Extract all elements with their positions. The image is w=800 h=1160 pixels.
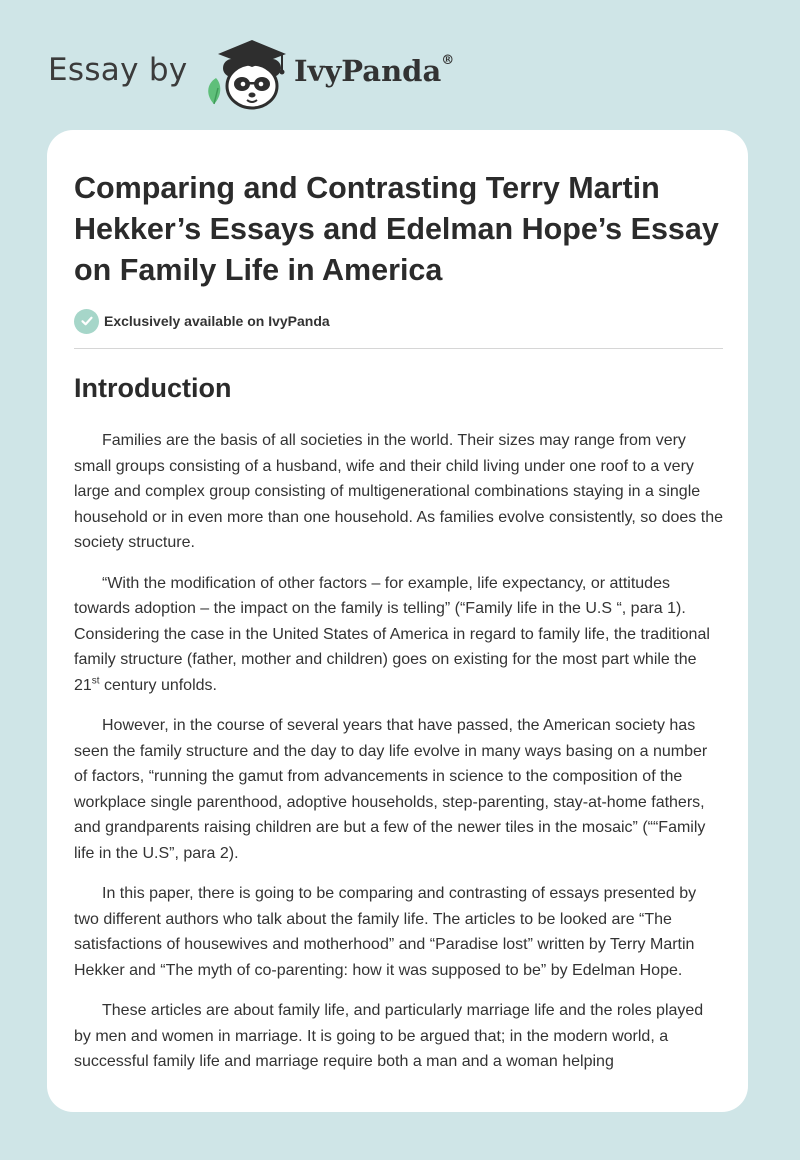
- section-heading-introduction: Introduction: [74, 373, 232, 403]
- divider: [74, 348, 723, 349]
- essay-card: [47, 130, 748, 1112]
- brand-name: IvyPanda®: [294, 53, 455, 88]
- check-icon: [74, 309, 99, 334]
- exclusive-label: Exclusively available on IvyPanda: [104, 313, 330, 329]
- site-header-brand[interactable]: [48, 34, 468, 114]
- exclusive-badge: [74, 308, 748, 334]
- paragraph-1: Families are the basis of all societies in the world. Their sizes may range from very small groups consisting of a husband, wife and their child living under one roof to a very large and complex group consisting of multigenerational combinations staying in a single household or in even more than one household. As families evolve consistently, so does the society structure.: [74, 432, 723, 551]
- essay-title: Comparing and Contrasting Terry Martin Hekker’s Essays and Edelman Hope’s Essay on Family Life in America: [74, 171, 719, 287]
- ordinal-superscript: st: [91, 675, 100, 687]
- essay-body: [74, 428, 723, 1075]
- essay-by-label: Essay by: [48, 52, 188, 88]
- panda-logo-icon: [202, 34, 298, 114]
- paragraph-2: “With the modification of other factors – for example, life expectancy, or attitudes towards adoption – the impact on the family is telling” (“Family life in the U.S “, para 1). Considering the case in the United States of America in regard to family life, the traditional family structure (father, mother and children) goes on existing for the most part while the 21st century unfolds.: [74, 574, 710, 694]
- paragraph-5: These articles are about family life, and particularly marriage life and the roles played by men and women in marriage. It is going to be argued that; in the modern world, a successful family life and marriage require both a man and a woman helping: [74, 1002, 704, 1070]
- paragraph-4: In this paper, there is going to be comparing and contrasting of essays presented by two different authors who talk about the family life. The articles to be looked are “The satisfactions of housewives and motherhood” and “Paradise lost” written by Terry Martin Hekker and “The myth of co-parenting: how it was supposed to be” by Edelman Hope.: [74, 885, 697, 979]
- paragraph-3: However, in the course of several years that have passed, the American society has seen the family structure and the day to day life evolve in many ways basing on a number of factors, “running the gamut from advancements in science to the composition of the workplace single parenthood, adoptive households, step-parenting, stay-at-home fathers, and grandparents raising children are but a few of the newer tiles in the mosaic” (““Family life in the U.S”, para 2).: [74, 717, 708, 862]
